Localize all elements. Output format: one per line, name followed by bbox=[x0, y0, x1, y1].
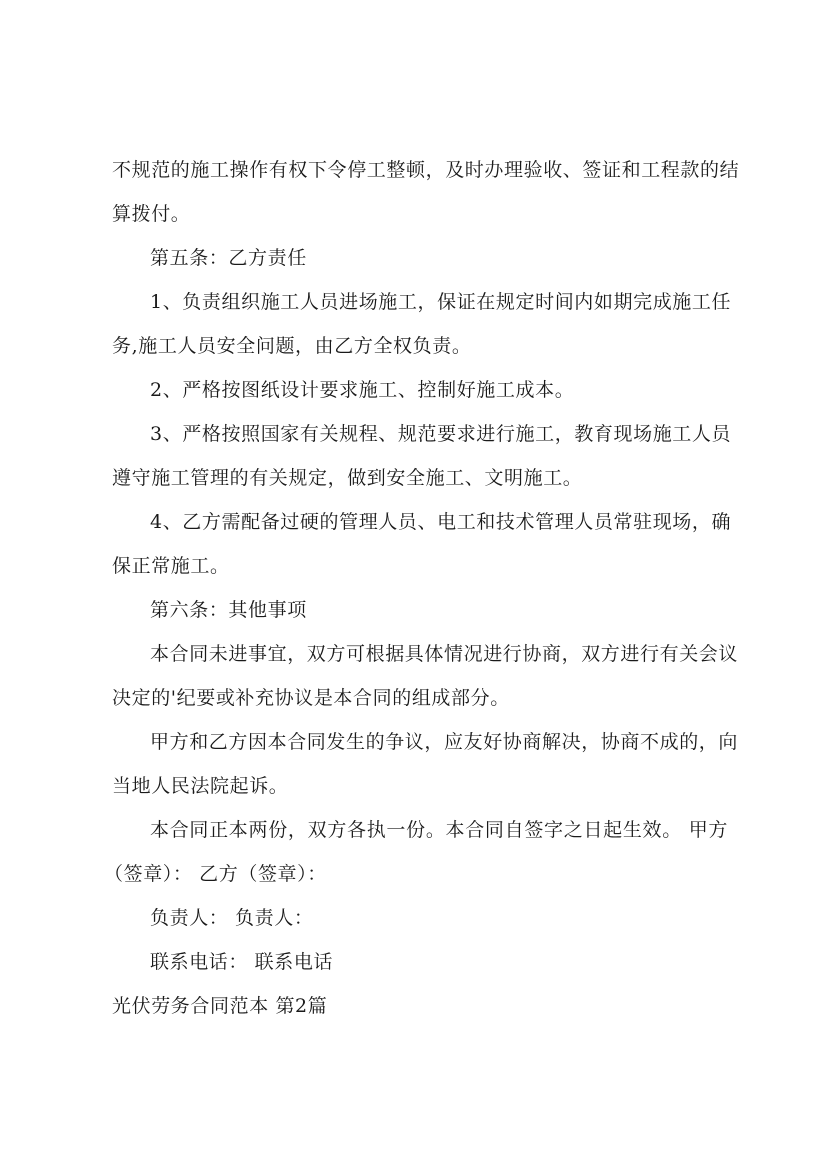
text-line: 遵守施工管理的有关规定，做到安全施工、文明施工。 bbox=[112, 467, 583, 489]
text-line: 本合同正本两份，双方各执一份。本合同自签字之日起生效。 甲方 bbox=[150, 819, 728, 841]
signature-line: （签章）： 乙方（签章）： bbox=[104, 863, 327, 885]
text-line: 决定的'纪要或补充协议是本合同的组成部分。 bbox=[112, 687, 510, 709]
text-line: 不规范的施工操作有权下令停工整顿，及时办理验收、签证和工程款的结 bbox=[112, 159, 740, 181]
text-line: 当地人民法院起诉。 bbox=[112, 775, 289, 797]
text-line: 保正常施工。 bbox=[112, 555, 230, 577]
text-line: 4、乙方需配备过硬的管理人员、电工和技术管理人员常驻现场，确 bbox=[150, 511, 732, 533]
section-heading: 第六条：其他事项 bbox=[150, 599, 307, 621]
section-heading: 第五条：乙方责任 bbox=[150, 247, 307, 269]
text-line: 本合同未进事宜，双方可根据具体情况进行协商，双方进行有关会议 bbox=[150, 643, 739, 665]
text-line: 甲方和乙方因本合同发生的争议，应友好协商解决，协商不成的，向 bbox=[150, 731, 739, 753]
text-line: 2、严格按图纸设计要求施工、控制好施工成本。 bbox=[150, 379, 575, 401]
text-line: 算拨付。 bbox=[112, 203, 191, 225]
contact-line: 联系电话： 联系电话 bbox=[150, 951, 334, 973]
document-title: 光伏劳务合同范本 第2篇 bbox=[112, 995, 328, 1017]
text-line: 1、负责组织施工人员进场施工，保证在规定时间内如期完成施工任 bbox=[150, 291, 732, 313]
signature-line: 负责人： 负责人： bbox=[150, 907, 314, 929]
text-line: 务,施工人员安全问题，由乙方全权负责。 bbox=[112, 335, 472, 357]
text-line: 3、严格按照国家有关规程、规范要求进行施工，教育现场施工人员 bbox=[150, 423, 732, 445]
